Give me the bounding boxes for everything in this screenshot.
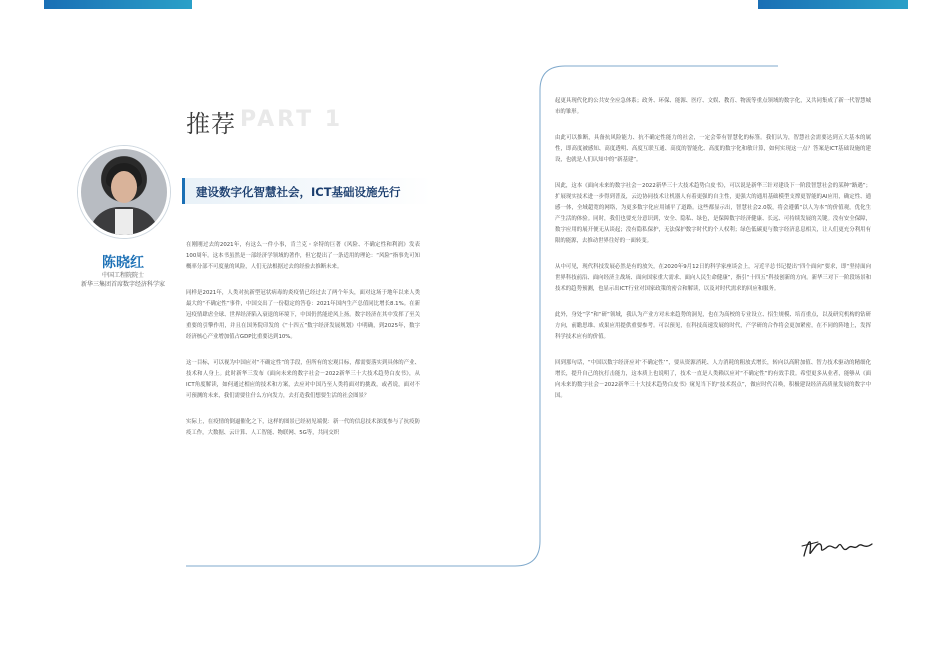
paragraph: 回到那句话，“中国以数字经济应对‘不确定性’”，要从资源消耗、人力消耗的粗放式增长，转向以高附加值、智力技术驱动的精细化增长，提升自己的抗打击能力，这本质上也说明了，技术一直是人类赖以应对“不确定性”的有效手段。希望更多从业者，能够从《面向未来的数字社会－2022新华三十大技术趋势白皮书》窥见当下的“技术拐点”，做应时代召唤，积极建设经济高质量发展的数字中国。 <box>555 360 871 399</box>
paragraph: 同样是2021年，人类对抗新型冠状病毒的炎疫情已经过去了两个年头，面对这场于地年以来人类最大的“不确定性”事件，中国交出了一份稳定的答卷：2021年国内生产总值同比增长8.1%。在新冠疫情肆虐全球、世界经济陷入衰退的环境下，中国仍然能逆风上扬。数字经济在其中发挥了至关重要的引擎作用，并且在国务院印发的《“十四五”数字经济发展规划》中明确，到2025年，数字经济核心产业增加值占GDP比重要达到10%。 <box>186 290 420 340</box>
author-titles <box>60 271 186 289</box>
paragraph: 从中可见，现代科技发展必然是有的放矢，在2020年9月12日的科学家座谈会上，习近平总书记提出“四个面向”要求，即“坚持面向世界科技前沿、面向经济主战场、面向国家重大需求、面向人民生命健康”，指引“十四五”科技创新的方向。新华三对下一阶段场景和技术的趋势预测，也显示出ICT行业对国家政策的密合和解读，以及对时代需求的回应和服务。 <box>555 264 871 292</box>
paragraph: 由此可以推断，具备抗风险能力、抗不确定性能力的社会，一定会带有智慧化的标签。我们认为，智慧社会需要达到五大基本的属性，即高度被感知、高度透明、高度互联互通、高度的智能化、高度的数字化和敏计算，如何实现这一点？答案是ICT基础设施的建设，也就是人们认知中的“新基建”。 <box>555 135 871 163</box>
section-title: 推荐 <box>186 110 236 138</box>
handwritten-signature <box>798 532 878 562</box>
author-title-line-1: 中国工程院院士 <box>101 272 144 279</box>
paragraph: 此外，身处“学”和“研”领域，我认为产业方对未来趋势的洞见，也在为高校的专业设立、招生规模、培育重点，以及研究机构的钻研方向，前瞻思维、成果应用提供重要参考。可以预见，在科技高速发展的时代，产学研的合作将会更加紧密，在不同的阵地上，发挥科学技术应有的价值。 <box>555 312 871 340</box>
author-portrait <box>78 146 170 238</box>
article-headline: 建设数字化智慧社会，ICT基础设施先行 <box>196 185 401 199</box>
right-text-column <box>555 96 871 417</box>
paragraph: 起更具现代化的公共安全应急体系；政务、环保、能源、医疗、文娱、教育、物流等重点领域的数字化，又共同集成了新一代智慧城市的雏形。 <box>555 98 871 115</box>
author-title-line-2: 新华三集团首席数字经济科学家 <box>80 281 165 288</box>
paragraph: 这一目标，可以视为中国应对“不确定性”的手段，但所有的宏观目标，都需要落实到具体的产业、技术和人身上。此时新华三发布《面向未来的数字社会－2022新华三十大技术趋势白皮书》，从ICT角度解读，如何通过相应的技术和方案，去应对中国乃至人类将面对的挑战，或者说，面对不可预测的未来，我们需要往什么方向发力，去打造我们想要生活的社会图景？ <box>186 360 420 399</box>
author-name: 陈晓红 <box>102 255 144 271</box>
left-text-column <box>186 240 420 454</box>
section-part-watermark: PART 1 <box>240 107 344 132</box>
paragraph: 因此，这本《面向未来的数字社会－2022新华三十大技术趋势白皮书》，可以说是新华三针对建设下一阶段智慧社会的某种“路遇”；扩展现实技术进一步得到普及，云边协同技术让机器人有着更强的自主性，更强大的通用基础模型支撑更智能的AI应用，确定性、通感一体，全域超宽的网络，为更多数字化应用铺平了道路。这些都显示出，智慧社会2.0版，将会遵循“以人为本”的价值观，优化生产生活的体验。同时，我们也要充分意识到，安全、隐私、绿色，是保障数字经济健康、长远、可持续发展的关键。没有安全保障，数字应用的展开便无从谈起；没有隐私保护，无法保护数字时代的个人权利；绿色低碳更与数字经济息息相关，让人们更充分利用有限的能源，去推动世界往好的一面转变。 <box>555 183 871 244</box>
paragraph: 在刚刚过去的2021年，有这么一件小事，肯兰克・奈特的巨著《风险、不确定性和利润》发表100周年。这本书虽然是一部经济学领域的著作，但它提出了一条适用的理论：“风险”指事先可知概率分部不可度量的风险，人们无法根据过去的经验去推断未来。 <box>186 242 420 270</box>
paragraph: 实际上，在疫情的倒逼催化之下，这样的图景已经初见端倪：新一代的信息技术深度参与了抗疫防疫工作，大数据、云计算、人工智能、物联网、5G等，共同交织 <box>186 419 420 436</box>
